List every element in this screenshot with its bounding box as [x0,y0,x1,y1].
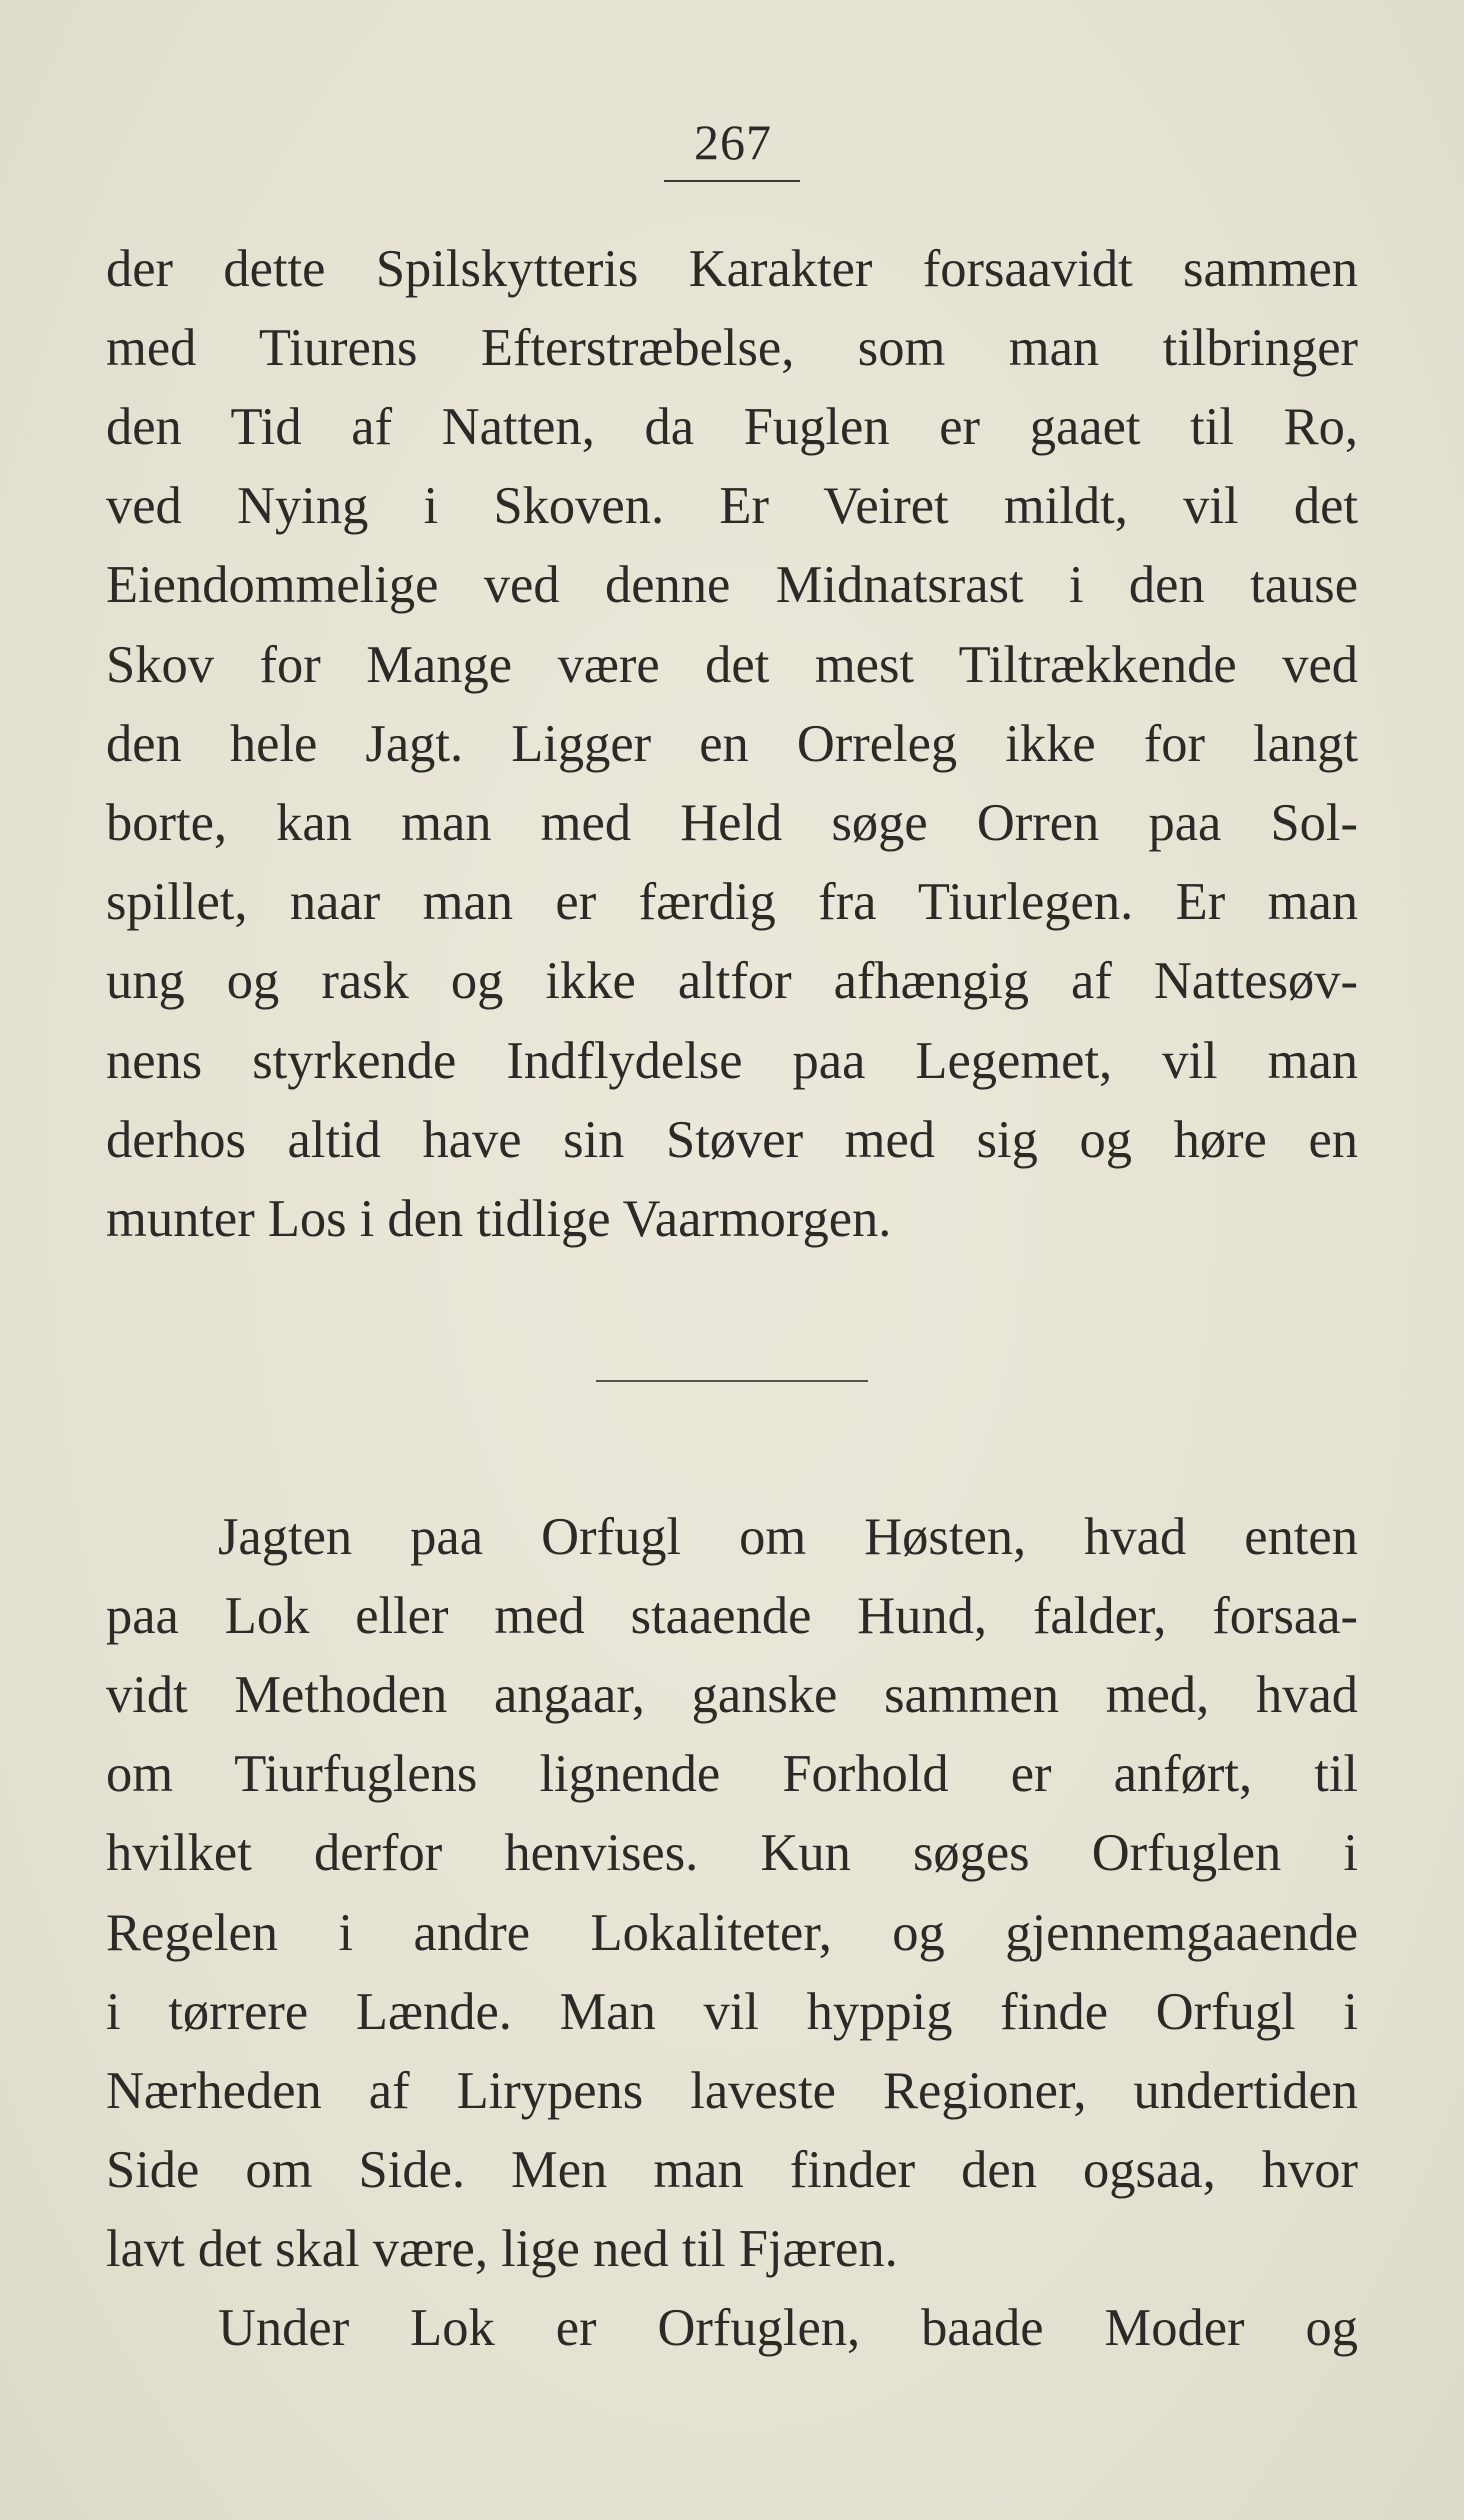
text-line: paa Lok eller med staaende Hund, falder, forsaa- [106,1587,1358,1645]
text-line: lavt det skal være, lige ned til Fjæren. [106,2220,898,2278]
page-number-rule [664,180,800,182]
text-line: Eiendommelige ved denne Midnatsrast i den tause [106,556,1358,614]
text-line: Side om Side. Men man finder den ogsaa, hvor [106,2141,1358,2199]
text-line: ved Nying i Skoven. Er Veiret mildt, vil det [106,477,1358,535]
text-line: Regelen i andre Lokaliteter, og gjennemgaaende [106,1904,1358,1962]
text-line: ung og rask og ikke altfor afhængig af Nattesøv- [106,952,1358,1010]
text-line: med Tiurens Efterstræbelse, som man tilbringer [106,319,1358,377]
text-line: om Tiurfuglens lignende Forhold er anført, til [106,1745,1358,1803]
text-line: hvilket derfor henvises. Kun søges Orfuglen i [106,1824,1358,1882]
text-line: borte, kan man med Held søge Orren paa Sol- [106,794,1358,852]
text-line: Nærheden af Lirypens laveste Regioner, undertiden [106,2062,1358,2120]
section-divider [596,1380,868,1382]
text-line: Under Lok er Orfuglen, baade Moder og [218,2299,1358,2357]
text-line: Jagten paa Orfugl om Høsten, hvad enten [218,1508,1358,1566]
text-line: spillet, naar man er færdig fra Tiurlegen. Er man [106,873,1358,931]
text-line: den Tid af Natten, da Fuglen er gaaet til Ro, [106,398,1358,456]
text-line: der dette Spilskytteris Karakter forsaavidt sammen [106,240,1358,298]
text-line: derhos altid have sin Støver med sig og høre en [106,1111,1358,1169]
text-line: vidt Methoden angaar, ganske sammen med, hvad [106,1666,1358,1724]
text-line: munter Los i den tidlige Vaarmorgen. [106,1190,892,1248]
text-line: i tørrere Lænde. Man vil hyppig finde Orfugl i [106,1983,1358,2041]
text-line: Skov for Mange være det mest Tiltrækkende ved [106,636,1358,694]
text-line: den hele Jagt. Ligger en Orreleg ikke for langt [106,715,1358,773]
text-line: nens styrkende Indflydelse paa Legemet, vil man [106,1032,1358,1090]
page-number: 267 [694,114,772,170]
